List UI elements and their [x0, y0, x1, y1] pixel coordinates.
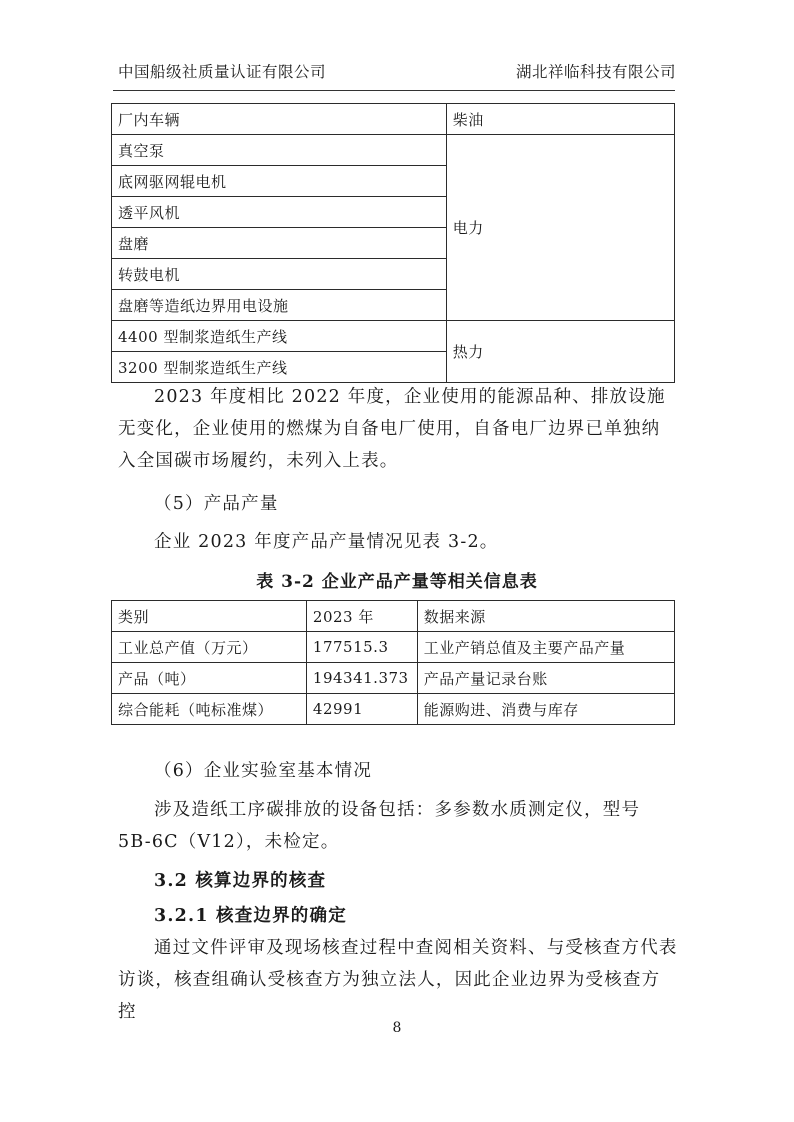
- equipment-cell: 厂内车辆: [112, 104, 447, 135]
- table-cell: 产品（吨）: [112, 663, 307, 694]
- equipment-cell: 底网驱网辊电机: [112, 166, 447, 197]
- table-cell: 177515.3: [306, 632, 417, 663]
- energy-type-cell: 电力: [446, 135, 674, 321]
- table-cell: 工业总产值（万元）: [112, 632, 307, 663]
- paragraph: 涉及造纸工序碳排放的设备包括：多参数水质测定仪，型号 5B-6C（V12），未检定。: [118, 800, 641, 852]
- page-header: [118, 60, 676, 82]
- table-cell: 42991: [306, 694, 417, 725]
- header-rule: [113, 90, 675, 91]
- header-left: 中国船级社质量认证有限公司: [118, 63, 327, 81]
- equipment-cell: 转鼓电机: [112, 259, 447, 290]
- section-heading: （5）产品产量: [154, 494, 279, 514]
- table-row: [112, 321, 675, 352]
- energy-source-table: [111, 103, 675, 383]
- table-cell: 194341.373: [306, 663, 417, 694]
- column-header: 数据来源: [417, 601, 674, 632]
- paragraph: 企业 2023 年度产品产量情况见表 3-2。: [154, 532, 499, 552]
- subsection-heading: 3.2.1 核查边界的确定: [154, 906, 347, 926]
- energy-type-cell: 柴油: [446, 104, 674, 135]
- equipment-cell: 3200 型制浆造纸生产线: [112, 352, 447, 383]
- column-header: 类别: [112, 601, 307, 632]
- table-row: [112, 104, 675, 135]
- section-heading: （6）企业实验室基本情况: [154, 761, 373, 781]
- table-cell: 工业产销总值及主要产品产量: [417, 632, 674, 663]
- paragraph: 通过文件评审及现场核查过程中查阅相关资料、与受核查方代表访谈，核查组确认受核查方为独立法人，因此企业边界为受核查方控: [118, 938, 678, 1022]
- table-cell: 能源购进、消费与库存: [417, 694, 674, 725]
- header-right: 湖北祥临科技有限公司: [515, 63, 676, 81]
- table-row: [112, 694, 675, 725]
- column-header: 2023 年: [306, 601, 417, 632]
- table-header-row: [112, 601, 675, 632]
- table-row: [112, 663, 675, 694]
- table-row: [112, 632, 675, 663]
- equipment-cell: 透平风机: [112, 197, 447, 228]
- energy-type-cell: 热力: [446, 321, 674, 383]
- table-caption: 表 3-2 企业产品产量等相关信息表: [256, 572, 538, 592]
- product-output-table: [111, 600, 675, 725]
- equipment-cell: 4400 型制浆造纸生产线: [112, 321, 447, 352]
- page-number: 8: [392, 1020, 402, 1036]
- table-row: [112, 135, 675, 166]
- table-cell: 产品产量记录台账: [417, 663, 674, 694]
- paragraph: 2023 年度相比 2022 年度，企业使用的能源品种、排放设施无变化，企业使用的燃煤为自备电厂使用，自备电厂边界已单独纳入全国碳市场履约，未列入上表。: [118, 387, 666, 471]
- equipment-cell: 盘磨等造纸边界用电设施: [112, 290, 447, 321]
- section-heading: 3.2 核算边界的核查: [154, 871, 327, 891]
- equipment-cell: 真空泵: [112, 135, 447, 166]
- equipment-cell: 盘磨: [112, 228, 447, 259]
- table-cell: 综合能耗（吨标准煤）: [112, 694, 307, 725]
